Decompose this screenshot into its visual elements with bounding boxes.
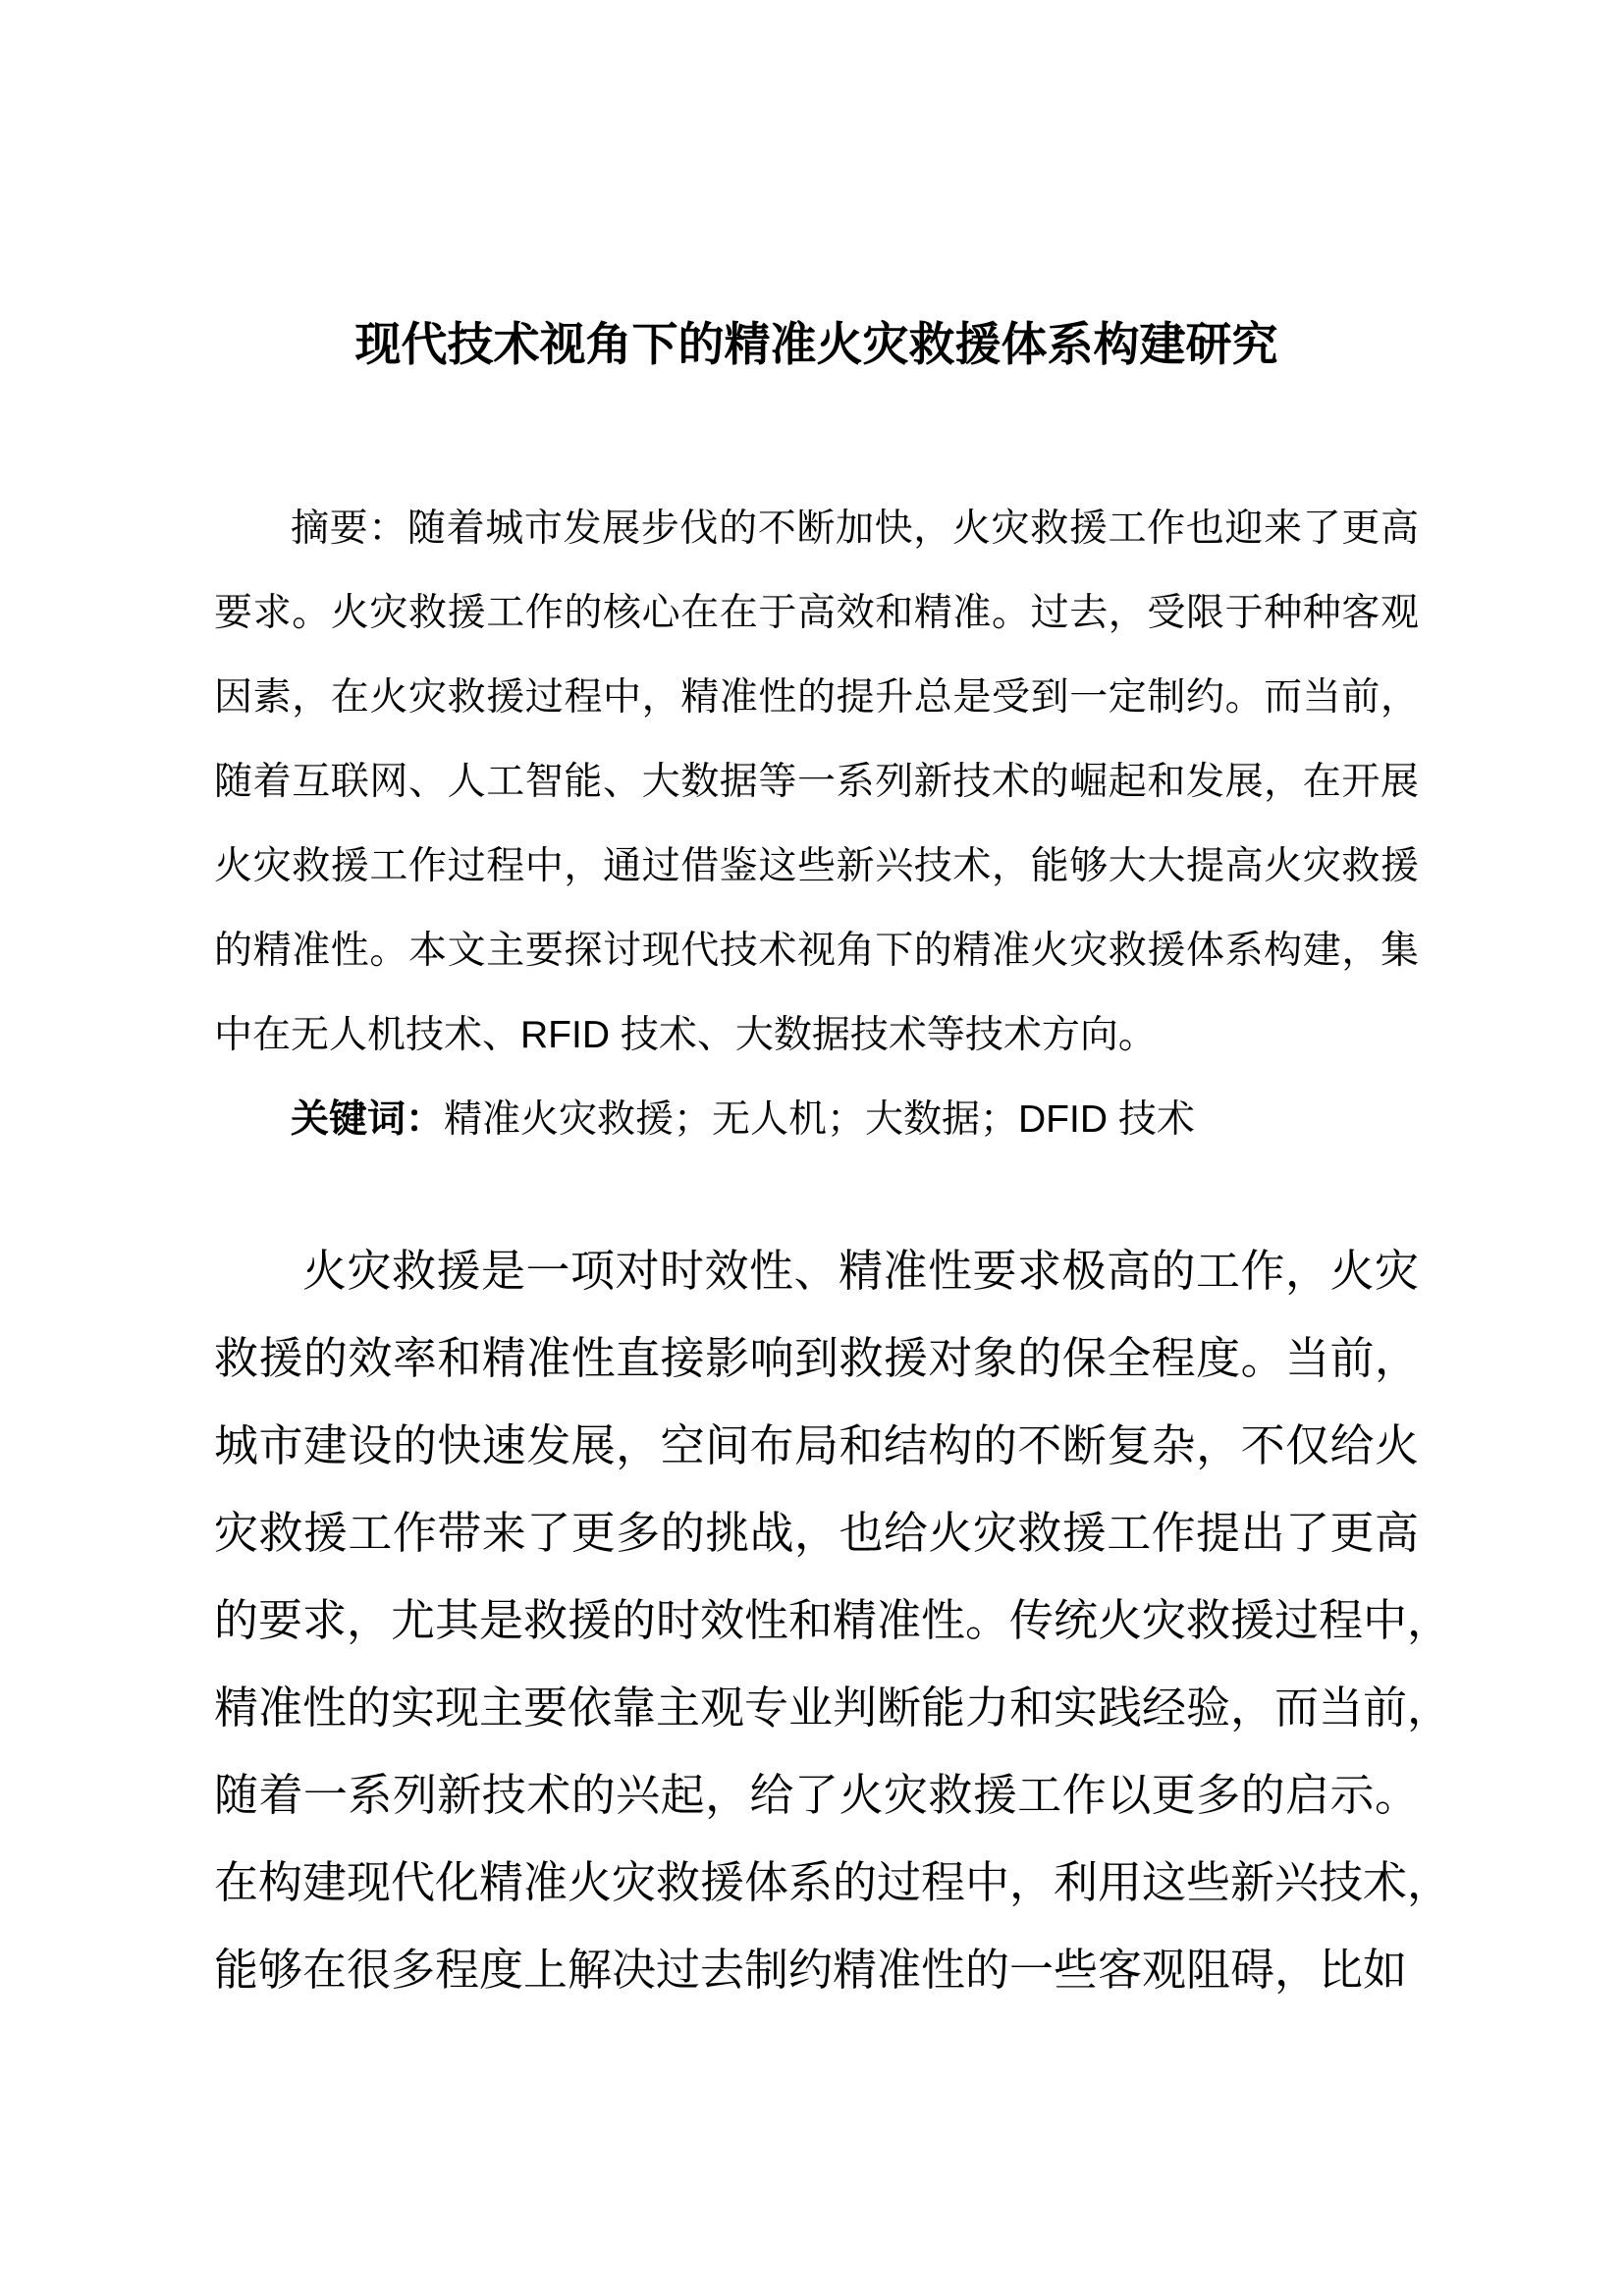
abstract-paragraph	[214, 487, 1419, 1078]
body-line: 能够在很多程度上解决过去制约精准性的一些客观阻碍，比如	[214, 1945, 1408, 1995]
keywords-label: 关键词：	[291, 1098, 445, 1141]
body-line: 救援的效率和精准性直接影响到救援对象的保全程度。当前，	[214, 1333, 1419, 1383]
abstract-line: 随着互联网、人工智能、大数据等一系列新技术的崛起和发展，在开展	[214, 761, 1419, 803]
keywords-line	[214, 1078, 1419, 1162]
abstract-line: 因素，在火灾救援过程中，精准性的提升总是受到一定制约。而当前，	[214, 676, 1419, 719]
abstract-line: 火灾救援工作过程中，通过借鉴这些新兴技术，能够大大提高火灾救援	[214, 845, 1419, 887]
body-line: 的要求，尤其是救援的时效性和精准性。传统火灾救援过程中，	[214, 1595, 1452, 1645]
abstract-line: 的精准性。本文主要探讨现代技术视角下的精准火灾救援体系构建，集	[214, 930, 1419, 972]
body-line: 精准性的实现主要依靠主观专业判断能力和实践经验，而当前，	[214, 1682, 1452, 1733]
body-line: 在构建现代化精准火灾救援体系的过程中，利用这些新兴技术，	[214, 1857, 1452, 1907]
keywords-value: 精准火灾救援；无人机；大数据；DFID 技术	[444, 1098, 1195, 1141]
abstract-line: 中在无人机技术、RFID 技术、大数据技术等技术方向。	[214, 1014, 1157, 1056]
body-line: 城市建设的快速发展，空间布局和结构的不断复杂，不仅给火	[214, 1420, 1419, 1470]
body-line: 火灾救援是一项对时效性、精准性要求极高的工作，火灾	[302, 1246, 1419, 1296]
page-title: 现代技术视角下的精准火灾救援体系构建研究	[354, 318, 1278, 370]
abstract-line: 摘要：随着城市发展步伐的不断加快，火灾救援工作也迎来了更高	[291, 507, 1419, 550]
body-line: 随着一系列新技术的兴起，给了火灾救援工作以更多的启示。	[214, 1770, 1419, 1820]
abstract-line: 要求。火灾救援工作的核心在在于高效和精准。过去，受限于种种客观	[214, 592, 1419, 634]
body-paragraph	[214, 1227, 1452, 2013]
body-line: 灾救援工作带来了更多的挑战，也给火灾救援工作提出了更高	[214, 1508, 1419, 1558]
